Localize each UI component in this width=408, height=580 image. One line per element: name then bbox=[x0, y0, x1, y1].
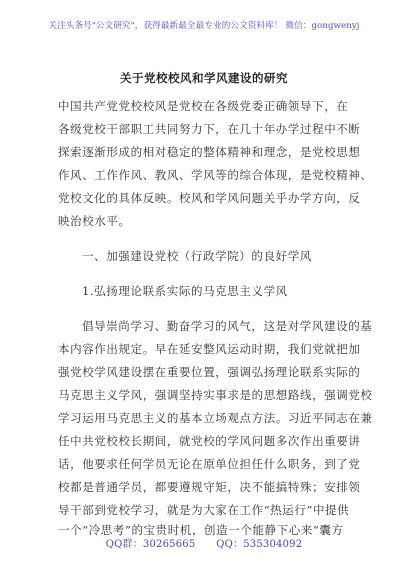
body-line: 各级党校干部职工共同努力下，在几十年办学过程中不断 bbox=[58, 122, 361, 136]
body-line: 马克思主义学风，强调坚持实事求是的思想路线，强调党校 bbox=[58, 388, 373, 402]
body-line: 党校文化的具体反映。校风和学风问题关乎办学方向，反 bbox=[58, 191, 361, 205]
body-line: 校都是普通学员，都要遵规守矩，决不能搞特殊；安排领 bbox=[58, 480, 361, 494]
body-line: 映治校水平。 bbox=[58, 214, 131, 228]
body-line: 倡导崇尚学习、勤奋学习的风气，这是对学风建设的基 bbox=[82, 319, 373, 333]
body-line: 导干部到党校学习，就是为大家在工作“热运行”中提供 bbox=[58, 503, 350, 517]
body-line: 强党校学风建设摆在重要位置，强调弘扬理论联系实际的 bbox=[58, 365, 361, 379]
body-line: 任中共党校校长期间，就党校的学风问题多次作出重要讲 bbox=[58, 434, 361, 448]
body-line: 一个“冷思考”的宝贵时机，创造一个能静下心来“囊方 bbox=[58, 523, 344, 537]
footer-contact bbox=[0, 535, 408, 550]
body-line: 话，他要求任何学员无论在原单位担任什么职务，到了党 bbox=[58, 457, 361, 471]
body-line: 探索逐渐形成的相对稳定的整体精神和理念，是党校思想 bbox=[58, 145, 361, 159]
subsection-heading: 1.弘扬理论联系实际的马克思主义学风 bbox=[82, 284, 288, 298]
document-title: 关于党校校风和学风建设的研究 bbox=[120, 71, 288, 85]
header-promo-note: 关注头条号"公文研究"，获得最新最全最专业的公文资料库！ 微信：gongwenyj bbox=[48, 21, 360, 31]
body-line: 作风、工作作风、教风、学风等的综合体现，是党校精神、 bbox=[58, 168, 373, 182]
section-heading: 一、加强建设党校（行政学院）的良好学风 bbox=[82, 249, 312, 263]
body-line: 学习运用马克思主义的基本立场观点方法。习近平同志在兼 bbox=[58, 411, 373, 425]
body-line: 中国共产党党校校风是党校在各级党委正确领导下，在 bbox=[58, 99, 349, 113]
body-line: 本内容作出规定。早在延安整风运动时期，我们党就把加 bbox=[58, 342, 361, 356]
footer-qq-group: QQ群：30265665 bbox=[105, 539, 196, 550]
footer-qq: QQ：535304092 bbox=[216, 539, 303, 550]
